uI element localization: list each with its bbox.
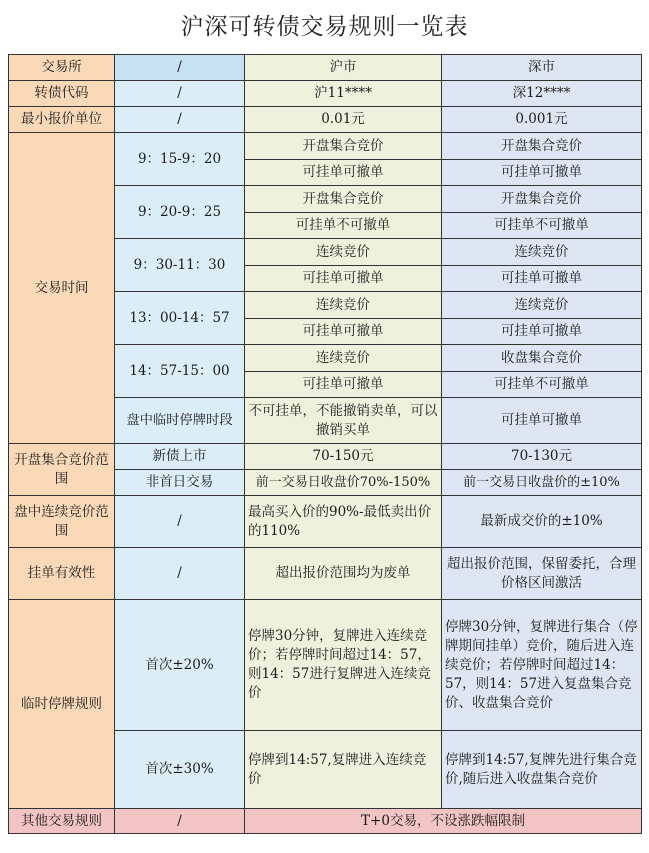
cell-time-sz: 可挂单可撤单 — [442, 319, 642, 345]
row-label-other: 其他交易规则 — [9, 809, 115, 834]
page-title: 沪深可转债交易规则一览表 — [180, 14, 469, 40]
cell-halt-second-sz: 停牌到14:57,复牌先进行集合竞价,随后进入收盘集合竞价 — [442, 731, 642, 809]
cell-time-sz: 可挂单不可撤单 — [442, 213, 642, 239]
table-row — [9, 444, 642, 470]
cell-cont-mid: / — [115, 496, 245, 548]
cell-time-sh: 开盘集合竞价 — [245, 186, 442, 213]
table-row-other — [9, 809, 642, 834]
header-slash: / — [115, 55, 245, 81]
cell-time-sz: 可挂单可撤单 — [442, 160, 642, 186]
cell-cont-sz: 最新成交价的±10% — [442, 496, 642, 548]
cell-open-later-sz: 前一交易日收盘价的±10% — [442, 470, 642, 496]
row-label-validity: 挂单有效性 — [9, 548, 115, 600]
row-label-halt-rule: 临时停牌规则 — [9, 600, 115, 809]
cell-open-new-sh: 70-150元 — [245, 444, 442, 470]
header-exchange: 交易所 — [9, 55, 115, 81]
cell-time-sz: 可挂单不可撤单 — [442, 372, 642, 398]
row-label-cont-range: 盘中连续竞价范围 — [9, 496, 115, 548]
cell-validity-mid: / — [115, 548, 245, 600]
cell-time-sh: 连续竞价 — [245, 292, 442, 319]
cell-halt-first-sh: 停牌30分钟，复牌进入连续竞价；若停牌时间超过14：57，则14：57进行复牌进入连续竞价 — [245, 600, 442, 731]
cell-halt-sh: 不可挂单，不能撤销卖单，可以撤销买单 — [245, 398, 442, 444]
table-row-header — [9, 55, 642, 81]
rules-table — [8, 54, 642, 834]
cell-validity-sh: 超出报价范围均为废单 — [245, 548, 442, 600]
cell-time-slot: 9：15-9：20 — [115, 133, 245, 186]
cell-open-new-sz: 70-130元 — [442, 444, 642, 470]
cell-time-sz: 连续竞价 — [442, 292, 642, 319]
table-row-tick — [9, 107, 642, 133]
row-label-open-range: 开盘集合竞价范围 — [9, 444, 115, 496]
cell-time-sh: 可挂单可撤单 — [245, 266, 442, 292]
cell-time-sh: 可挂单可撤单 — [245, 160, 442, 186]
table-row-code — [9, 81, 642, 107]
cell-cont-sh: 最高买入价的90%-最低卖出价的110% — [245, 496, 442, 548]
cell-time-sh: 可挂单可撤单 — [245, 372, 442, 398]
cell-time-slot: 9：30-11：30 — [115, 239, 245, 292]
cell-open-new: 新债上市 — [115, 444, 245, 470]
cell-code-sh: 沪11**** — [245, 81, 442, 107]
cell-halt-second: 首次±30% — [115, 731, 245, 809]
row-label-tick: 最小报价单位 — [9, 107, 115, 133]
table-row-halt-first — [9, 600, 642, 731]
cell-code-sz: 深12**** — [442, 81, 642, 107]
table-row-validity — [9, 548, 642, 600]
cell-tick-mid: / — [115, 107, 245, 133]
cell-code-mid: / — [115, 81, 245, 107]
cell-time-sz: 收盘集合竞价 — [442, 345, 642, 372]
cell-other-mid: / — [115, 809, 245, 834]
cell-time-sz: 可挂单可撤单 — [442, 266, 642, 292]
header-shenzhen: 深市 — [442, 55, 642, 81]
cell-time-sz: 开盘集合竞价 — [442, 186, 642, 213]
cell-other-both: T+0交易，不设涨跌幅限制 — [245, 809, 642, 834]
cell-time-sz: 开盘集合竞价 — [442, 133, 642, 160]
cell-time-sh: 开盘集合竞价 — [245, 133, 442, 160]
table-row-cont-range — [9, 496, 642, 548]
cell-halt-first-sz: 停牌30分钟，复牌进行集合（停牌期间挂单）竞价，随后进入连续竞价；若停牌时间超过14：57，则14：57进入复盘集合竞价、收盘集合竞价 — [442, 600, 642, 731]
cell-halt-first: 首次±20% — [115, 600, 245, 731]
cell-halt-second-sh: 停牌到14:57,复牌进入连续竞价 — [245, 731, 442, 809]
header-shanghai: 沪市 — [245, 55, 442, 81]
cell-open-later: 非首日交易 — [115, 470, 245, 496]
cell-time-slot: 14：57-15：00 — [115, 345, 245, 398]
cell-time-sh: 可挂单可撤单 — [245, 319, 442, 345]
cell-time-sh: 连续竞价 — [245, 239, 442, 266]
cell-time-sz: 连续竞价 — [442, 239, 642, 266]
cell-validity-sz: 超出报价范围，保留委托，合理价格区间激活 — [442, 548, 642, 600]
cell-open-later-sh: 前一交易日收盘价70%-150% — [245, 470, 442, 496]
cell-time-sh: 可挂单不可撤单 — [245, 213, 442, 239]
cell-time-slot: 13：00-14：57 — [115, 292, 245, 345]
cell-tick-sh: 0.01元 — [245, 107, 442, 133]
cell-time-halt: 盘中临时停牌时段 — [115, 398, 245, 444]
cell-time-slot: 9：20-9：25 — [115, 186, 245, 239]
table-row — [9, 133, 642, 160]
cell-time-sh: 连续竞价 — [245, 345, 442, 372]
cell-tick-sz: 0.001元 — [442, 107, 642, 133]
row-label-time: 交易时间 — [9, 133, 115, 444]
cell-halt-sz: 可挂单可撤单 — [442, 398, 642, 444]
row-label-code: 转债代码 — [9, 81, 115, 107]
